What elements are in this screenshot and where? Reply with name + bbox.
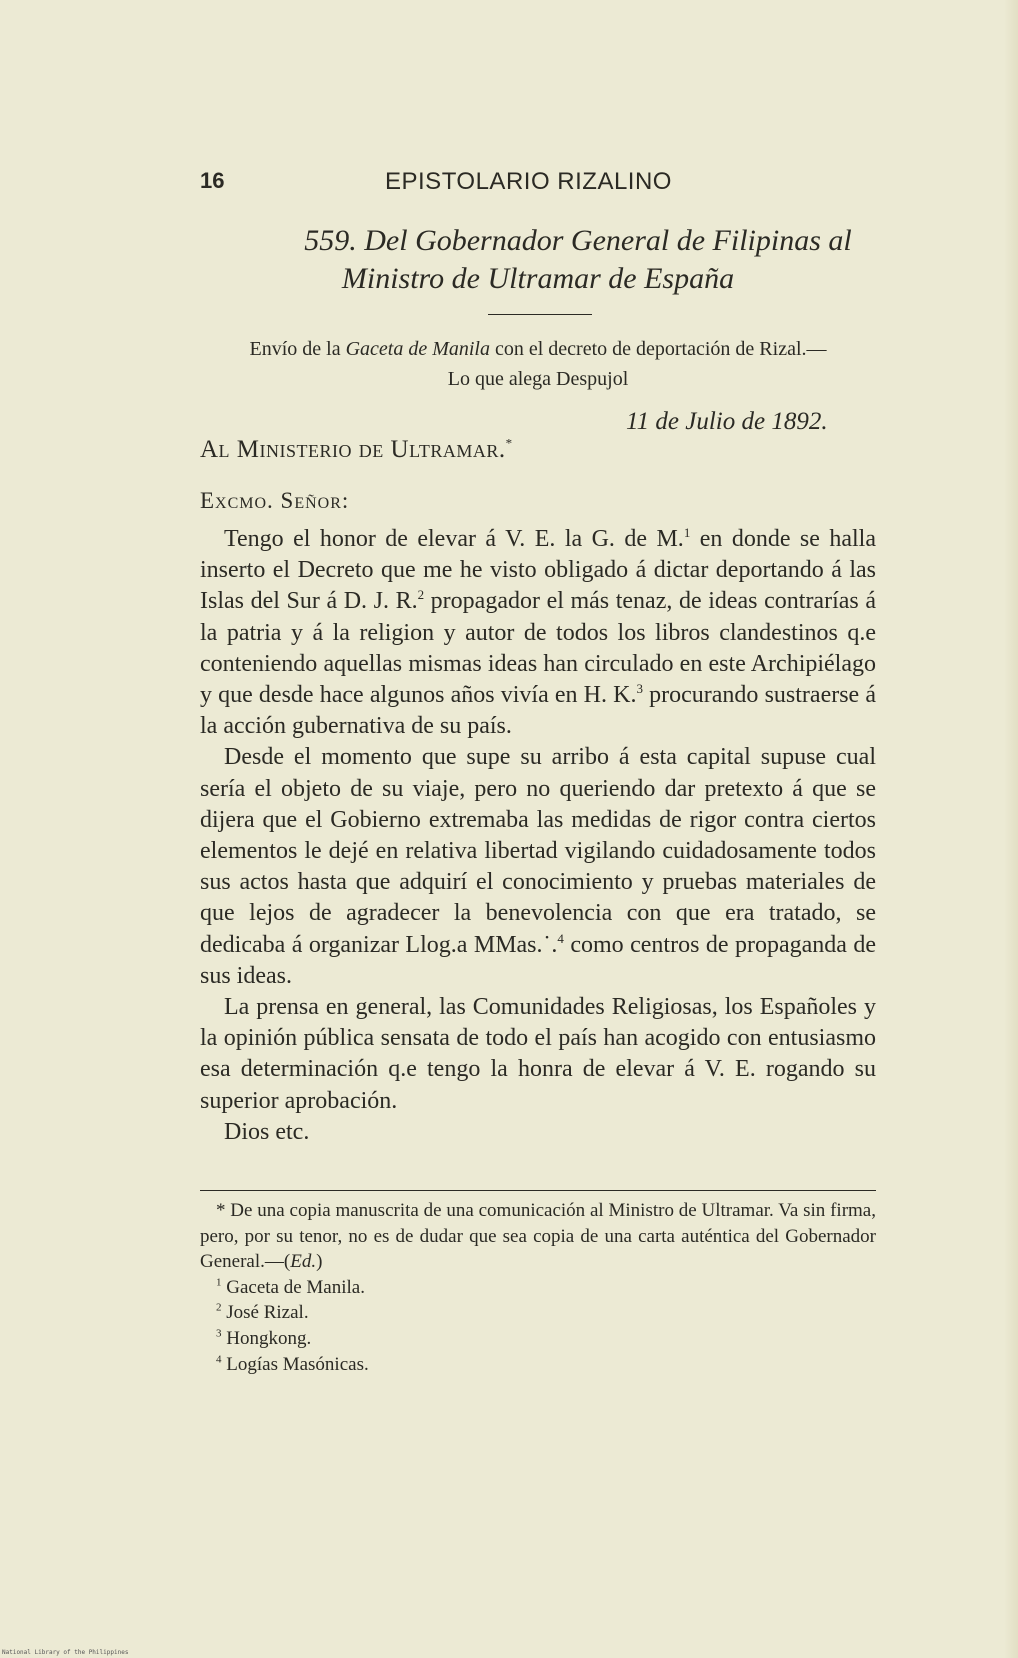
p1-footnote-ref-2: 2 [417, 587, 425, 603]
letter-summary [200, 334, 876, 394]
footnote-number: 4 [216, 1353, 222, 1366]
footnote-text: Hongkong. [221, 1327, 312, 1349]
editorial-close: ) [316, 1251, 323, 1273]
footnotes [200, 1198, 876, 1377]
p2-footnote-ref-4: 4 [557, 930, 564, 946]
closing: Dios etc. [224, 1118, 310, 1145]
p1-footnote-ref-3: 3 [636, 681, 643, 697]
recipient-note-mark: * [505, 435, 513, 451]
p2-text-run: Desde el momento que supe su arribo á esta capital supuse cual sería el objeto de su viaje, pero no queriendo dar pretexto á que se dijera que el Gobierno extremaba las medidas de rigor contra ciertos elementos le dejé en relativa libertad vigilando cuidadosamente todos sus actos hasta que adquirí el conocimiento y pruebas materiales de que lejos de agradecer la benevolencia con que era tratado, se dedicaba á organizar Llog.a MMas.˙. [200, 744, 876, 958]
page-number: 16 [200, 168, 225, 193]
library-credit: National Library of the Philippines [2, 1649, 129, 1656]
title-line-2: Ministro de Ultramar de España [341, 262, 735, 295]
page-header [200, 168, 876, 198]
footnote-text: Gaceta de Manila. [221, 1276, 365, 1298]
footnote-number: 2 [216, 1302, 222, 1315]
footnote-4 [200, 1352, 876, 1378]
summary-line-2: Lo que alega Despujol [447, 368, 629, 390]
title-line-1: 559. Del Gobernador General de Filipinas al [304, 224, 852, 257]
running-head: EPISTOLARIO RIZALINO [385, 168, 672, 195]
editorial-mark: * [216, 1200, 226, 1221]
letter-title [200, 222, 876, 298]
summary-gazette: Gaceta de Manila [345, 338, 490, 360]
letter-date: 11 de Julio de 1892. [626, 408, 828, 435]
footnote-number: 3 [216, 1327, 222, 1340]
footnote-3 [200, 1326, 876, 1352]
page-edge-shadow [1004, 0, 1018, 1658]
editorial-text: De una copia manuscrita de una comunicación al Ministro de Ultramar. Va sin firma, pero, por su tenor, no es de dudar que sea copia de una carta auténtica del Gobernador General.—( [200, 1200, 876, 1273]
footnote-list [200, 1275, 876, 1377]
p1-text-run: propagador el más tenaz, de ideas contrarías á la patria y á la religion y autor de todos los libros clandestinos q.e conteniendo aquellas mismas ideas han circulado en este Archipiélago y que desde hace algunos años vivía en H. K. [200, 588, 876, 709]
p1-text-run: Tengo el honor de elevar á V. E. la G. de M. [224, 526, 684, 552]
editorial-note [200, 1198, 876, 1275]
footnote-text: Logías Masónicas. [221, 1353, 369, 1375]
p1-text-run: en donde se halla inserto el Decreto que me he visto obligado á dictar deportando á las Islas del Sur á D. J. R. [200, 526, 877, 615]
p1-footnote-ref-1: 1 [683, 525, 691, 540]
salutation: Excmo. Señor: [200, 488, 350, 513]
footnote-number: 1 [216, 1276, 222, 1289]
letter-recipient [200, 436, 513, 464]
p1-text-run: procurando sustraerse á la acción gubernativa de su país. [200, 682, 876, 740]
footnote-2 [200, 1300, 876, 1326]
p2-text-run: como centros de propaganda de sus ideas. [200, 931, 876, 989]
summary-suffix: con el decreto de deportación de Rizal.— [489, 338, 827, 360]
footnote-1 [200, 1275, 876, 1301]
title-divider [488, 314, 592, 315]
body-paragraph-2 [200, 742, 876, 992]
footnote-divider [200, 1190, 876, 1191]
footnote-text: José Rizal. [221, 1302, 309, 1324]
editorial-ed: Ed. [290, 1251, 317, 1273]
body-paragraph-1 [200, 524, 876, 742]
letter-body [200, 524, 876, 1148]
recipient-text: Al Ministerio de Ultramar. [200, 436, 506, 463]
body-paragraph-3: La prensa en general, las Comunidades Religiosas, los Españoles y la opinión pública sensata de todo el país han acogido con entusiasmo esa determinación q.e tengo la honra de elevar á V. E. rogando su superior aprobación. [200, 994, 876, 1114]
summary-prefix: Envío de la [249, 338, 346, 360]
